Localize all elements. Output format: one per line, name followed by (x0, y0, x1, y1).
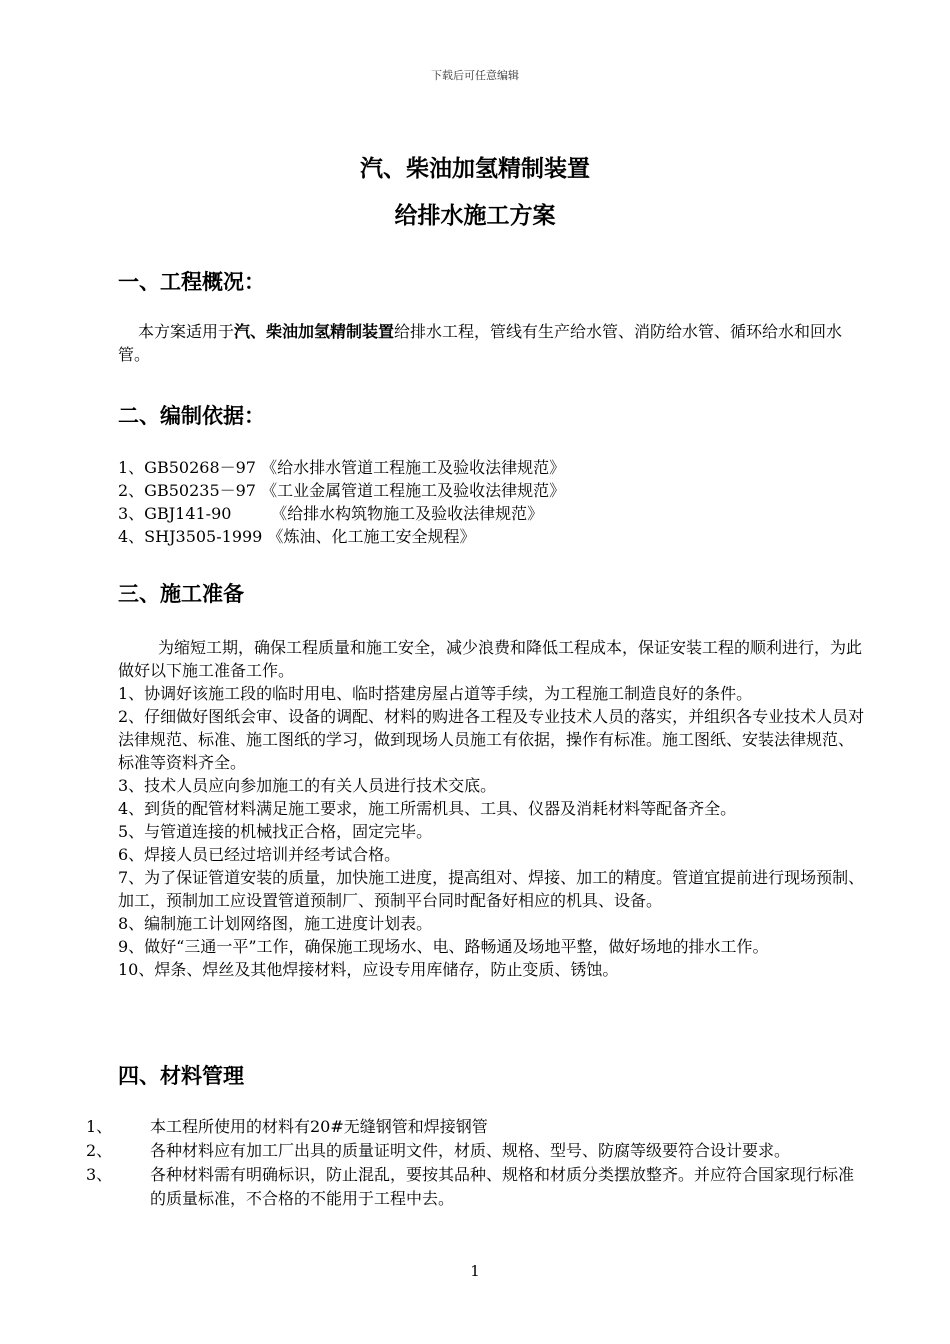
header-note: 下载后可任意编辑 (431, 69, 519, 82)
section-heading-materials: 四、材料管理 (118, 1064, 244, 1088)
reference-name: 《给水排水管道工程施工及验收法律规范》 (261, 458, 566, 477)
item-text: 各种材料需有明确标识，防止混乱，要按其品种、规格和材质分类摆放整齐。并应符合国家现行标准的质量标准，不合格的不能用于工程中去。 (150, 1165, 855, 1208)
list-item: 8、编制施工计划网络图，施工进度计划表。 (118, 914, 433, 933)
section-heading-overview: 一、工程概况： (118, 270, 265, 294)
reference-item (118, 502, 543, 525)
list-item: 10、焊条、焊丝及其他焊接材料，应设专用库储存，防止变质、锈蚀。 (118, 960, 619, 979)
reference-item (118, 479, 565, 502)
reference-item (118, 456, 565, 479)
reference-name: 《炼油、化工施工安全规程》 (267, 527, 476, 546)
list-item: 4、到货的配管材料满足施工要求，施工所需机具、工具、仪器及消耗材料等配备齐全。 (118, 799, 737, 818)
section-heading-preparation: 三、施工准备 (118, 582, 244, 606)
page-number: 1 (470, 1262, 480, 1280)
item-text: 各种材料应有加工厂出具的质量证明文件，材质、规格、型号、防腐等级要符合设计要求。 (150, 1141, 791, 1160)
item-number: 1、 (86, 1117, 113, 1136)
preparation-intro: 为缩短工期，确保工程质量和施工安全，减少浪费和降低工程成本，保证安装工程的顺利进行，为此做好以下施工准备工作。 (118, 638, 863, 680)
item-text: 本工程所使用的材料有20#无缝钢管和焊接钢管 (150, 1117, 488, 1136)
document-title-line1: 汽、柴油加氢精制装置 (360, 156, 590, 182)
list-item (86, 1163, 863, 1211)
materials-list (86, 1115, 863, 1211)
reference-name: 《工业金属管道工程施工及验收法律规范》 (261, 481, 566, 500)
list-item (86, 1139, 863, 1163)
list-item: 3、技术人员应向参加施工的有关人员进行技术交底。 (118, 776, 497, 795)
list-item: 9、做好“三通一平”工作，确保施工现场水、电、路畅通及场地平整，做好场地的排水工作。 (118, 937, 769, 956)
reference-code: 1、GB50268－97 (118, 458, 256, 477)
list-item: 1、协调好该施工段的临时用电、临时搭建房屋占道等手续，为工程施工制造良好的条件。 (118, 684, 753, 703)
overview-suffix: 给排水工程，管线有生产给水管、消防给水管、循环给水和回水管。 (118, 322, 843, 364)
section-heading-basis: 二、编制依据： (118, 404, 265, 428)
overview-project-name: 汽、柴油加氢精制装置 (234, 322, 395, 341)
preparation-list (118, 682, 868, 981)
document-title-line2: 给排水施工方案 (394, 203, 556, 229)
reference-code: 2、GB50235－97 (118, 481, 256, 500)
list-item: 6、焊接人员已经过培训并经考试合格。 (118, 845, 401, 864)
list-item: 7、为了保证管道安装的质量，加快施工进度，提高组对、焊接、加工的精度。管道宜提前进行现场预制、加工，预制加工应设置管道预制厂、预制平台同时配备好相应的机具、设备。 (118, 868, 865, 910)
list-item: 5、与管道连接的机械找正合格，固定完毕。 (118, 822, 433, 841)
reference-name: 《给排水构筑物施工及验收法律规范》 (271, 504, 544, 523)
overview-prefix: 本方案适用于 (138, 322, 235, 341)
reference-code: 3、GBJ141-90 (118, 504, 232, 523)
reference-item (118, 525, 475, 548)
list-item (86, 1115, 863, 1139)
item-number: 3、 (86, 1165, 113, 1184)
item-number: 2、 (86, 1141, 113, 1160)
list-item: 2、仔细做好图纸会审、设备的调配、材料的购进各工程及专业技术人员的落实，并组织各专业技术人员对法律规范、标准、施工图纸的学习，做到现场人员施工有依据，操作有标准。施工图纸、安装法律规范、标准等资料齐全。 (118, 707, 865, 772)
reference-code: 4、SHJ3505-1999 (118, 527, 263, 546)
overview-paragraph (118, 320, 863, 366)
